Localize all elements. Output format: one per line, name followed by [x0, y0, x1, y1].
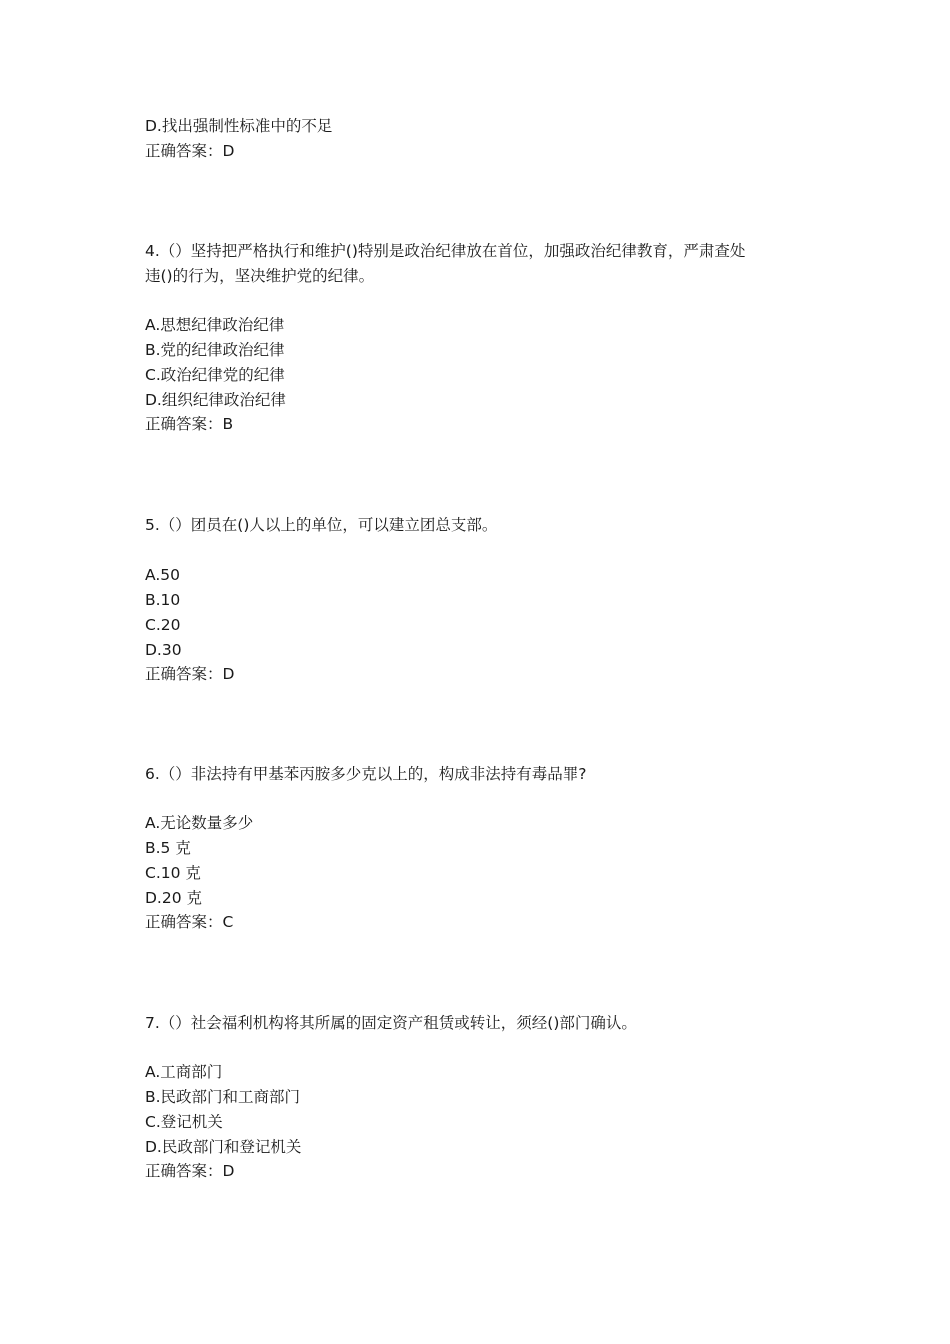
option-b: B.5 克: [145, 839, 191, 857]
option-d: D.20 克: [145, 889, 203, 907]
question-text: 5.（）团员在()人以上的单位，可以建立团总支部。: [145, 516, 498, 534]
correct-answer: 正确答案：D: [145, 142, 235, 160]
correct-answer: 正确答案：D: [145, 1162, 235, 1180]
option-c: C.20: [145, 616, 181, 634]
option-c: C.10 克: [145, 864, 201, 882]
option-c: C.登记机关: [145, 1113, 223, 1131]
option-d: D.找出强制性标准中的不足: [145, 117, 333, 135]
option-d: D.30: [145, 641, 182, 659]
question-text: 4.（）坚持把严格执行和维护()特别是政治纪律放在首位，加强政治纪律教育，严肃查处: [145, 242, 746, 260]
question-text: 7.（）社会福利机构将其所属的固定资产租赁或转让，须经()部门确认。: [145, 1014, 637, 1032]
question-text-continued: 违()的行为，坚决维护党的纪律。: [145, 267, 375, 285]
option-a: A.思想纪律政治纪律: [145, 316, 285, 334]
question-text: 6.（）非法持有甲基苯丙胺多少克以上的，构成非法持有毒品罪?: [145, 765, 587, 783]
option-b: B.党的纪律政治纪律: [145, 341, 285, 359]
correct-answer: 正确答案：D: [145, 665, 235, 683]
option-a: A.工商部门: [145, 1063, 223, 1081]
option-a: A.无论数量多少: [145, 814, 254, 832]
option-b: B.民政部门和工商部门: [145, 1088, 301, 1106]
correct-answer: 正确答案：B: [145, 415, 234, 433]
option-c: C.政治纪律党的纪律: [145, 366, 285, 384]
correct-answer: 正确答案：C: [145, 913, 234, 931]
option-a: A.50: [145, 566, 180, 584]
option-b: B.10: [145, 591, 181, 609]
option-d: D.组织纪律政治纪律: [145, 391, 286, 409]
option-d: D.民政部门和登记机关: [145, 1138, 302, 1156]
